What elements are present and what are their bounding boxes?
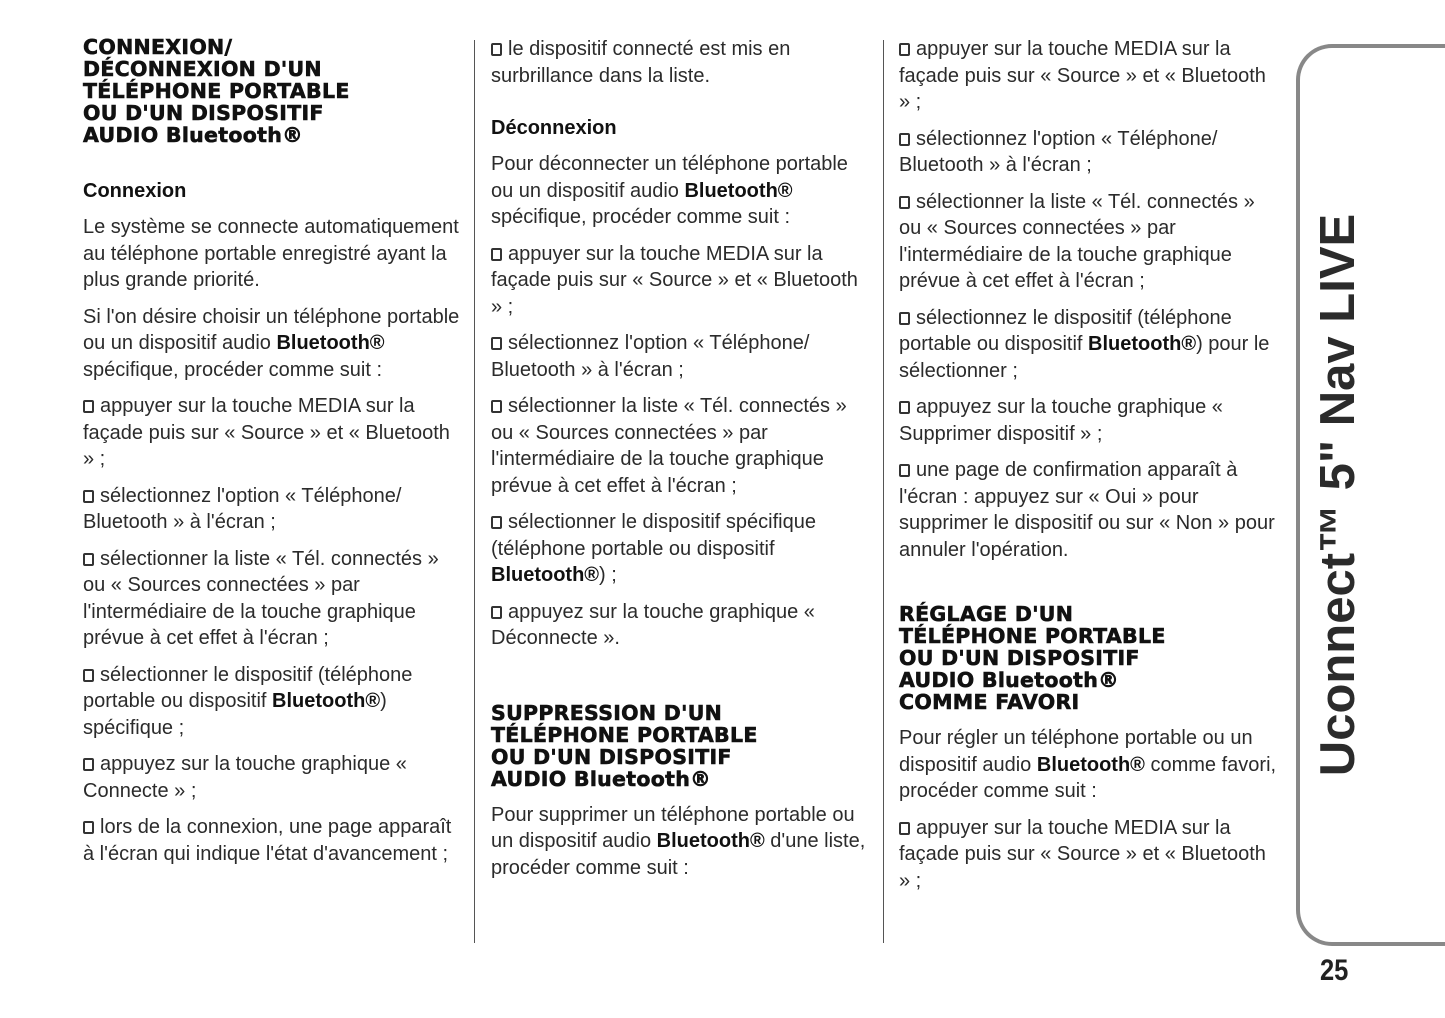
bullet-item: appuyer sur la touche MEDIA sur la façade puis sur « Source » et « Bluetooth » ;	[83, 395, 450, 470]
page-number: 25	[1320, 954, 1349, 987]
checkbox-bullet-icon	[491, 337, 502, 350]
column-3	[899, 36, 1277, 904]
paragraph: Pour régler un téléphone portable ou un dispositif audio Bluetooth® comme favori, procéder comme suit :	[899, 727, 1277, 802]
bullet-item: sélectionnez le dispositif (téléphone portable ou dispositif Bluetooth®) pour le sélectionner ;	[899, 306, 1270, 382]
paragraph: Le système se connecte automatiquement au téléphone portable enregistré ayant la plus grande priorité.	[83, 216, 459, 291]
bullet-item: le dispositif connecté est mis en surbrillance dans la liste.	[491, 38, 791, 87]
section-heading-connexion: CONNEXION/ DÉCONNEXION D'UN TÉLÉPHONE PORTABLE OU D'UN DISPOSITIF AUDIO Bluetooth®	[83, 35, 350, 147]
checkbox-bullet-icon	[83, 758, 94, 771]
checkbox-bullet-icon	[491, 43, 502, 56]
bullet-item: appuyer sur la touche MEDIA sur la façade puis sur « Source » et « Bluetooth » ;	[899, 38, 1266, 113]
checkbox-bullet-icon	[83, 669, 94, 682]
section-heading-favori: RÉGLAGE D'UN TÉLÉPHONE PORTABLE OU D'UN DISPOSITIF AUDIO Bluetooth® COMME FAVORI	[899, 602, 1166, 714]
subheading-deconnexion: Déconnexion	[491, 117, 617, 139]
checkbox-bullet-icon	[83, 490, 94, 503]
checkbox-bullet-icon	[83, 400, 94, 413]
bullet-item: appuyer sur la touche MEDIA sur la façade puis sur « Source » et « Bluetooth » ;	[491, 242, 858, 318]
section-heading-suppression: SUPPRESSION D'UN TÉLÉPHONE PORTABLE OU D'UN DISPOSITIF AUDIO Bluetooth®	[491, 700, 758, 791]
checkbox-bullet-icon	[83, 553, 94, 566]
column-1	[83, 36, 461, 877]
column-divider	[474, 40, 475, 943]
checkbox-bullet-icon	[491, 516, 502, 529]
checkbox-bullet-icon	[491, 248, 502, 261]
bullet-item: sélectionner le dispositif spécifique (téléphone portable ou dispositif Bluetooth®) ;	[491, 511, 816, 586]
bullet-item: appuyez sur la touche graphique « Déconnecte ».	[491, 600, 815, 649]
checkbox-bullet-icon	[899, 133, 910, 146]
checkbox-bullet-icon	[491, 606, 502, 619]
checkbox-bullet-icon	[899, 464, 910, 477]
bullet-item: appuyez sur la touche graphique « Connecte » ;	[83, 753, 407, 802]
bullet-item: sélectionnez l'option « Téléphone/ Bluetooth » à l'écran ;	[83, 484, 402, 533]
column-2	[491, 36, 869, 891]
paragraph: Pour supprimer un téléphone portable ou un dispositif audio Bluetooth® d'une liste, procéder comme suit :	[491, 803, 866, 879]
paragraph: Pour déconnecter un téléphone portable ou un dispositif audio Bluetooth® spécifique, procéder comme suit :	[491, 153, 848, 228]
chapter-title: Uconnect™ 5" Nav LIVE	[1311, 213, 1365, 777]
checkbox-bullet-icon	[899, 312, 910, 325]
bullet-item: sélectionnez l'option « Téléphone/ Bluetooth » à l'écran ;	[491, 332, 810, 381]
bullet-item: appuyez sur la touche graphique « Supprimer dispositif » ;	[899, 396, 1223, 445]
paragraph: Si l'on désire choisir un téléphone portable ou un dispositif audio Bluetooth® spécifique, procéder comme suit :	[83, 305, 460, 381]
bullet-item: appuyer sur la touche MEDIA sur la façade puis sur « Source » et « Bluetooth » ;	[899, 816, 1266, 892]
checkbox-bullet-icon	[83, 821, 94, 834]
checkbox-bullet-icon	[899, 822, 910, 835]
column-divider	[883, 40, 884, 943]
checkbox-bullet-icon	[899, 401, 910, 414]
bullet-item: sélectionner le dispositif (téléphone portable ou dispositif Bluetooth®) spécifique ;	[83, 663, 413, 739]
checkbox-bullet-icon	[899, 196, 910, 209]
bullet-item: sélectionner la liste « Tél. connectés » ou « Sources connectées » par l'intermédiaire de la touche graphique prévue à cet effet à l'écran ;	[491, 395, 847, 497]
bullet-item: une page de confirmation apparaît à l'écran : appuyez sur « Oui » pour supprimer le dispositif ou sur « Non » pour annuler l'opération.	[899, 459, 1275, 561]
bullet-item: lors de la connexion, une page apparaît à l'écran qui indique l'état d'avancement ;	[83, 816, 452, 865]
bullet-item: sélectionnez l'option « Téléphone/ Bluetooth » à l'écran ;	[899, 127, 1218, 176]
bullet-item: sélectionner la liste « Tél. connectés » ou « Sources connectées » par l'intermédiaire de la touche graphique prévue à cet effet à l'écran ;	[83, 547, 439, 649]
subheading-connexion: Connexion	[83, 180, 187, 202]
checkbox-bullet-icon	[899, 43, 910, 56]
bullet-item: sélectionner la liste « Tél. connectés » ou « Sources connectées » par l'intermédiaire de la touche graphique prévue à cet effet à l'écran ;	[899, 190, 1255, 292]
checkbox-bullet-icon	[491, 400, 502, 413]
